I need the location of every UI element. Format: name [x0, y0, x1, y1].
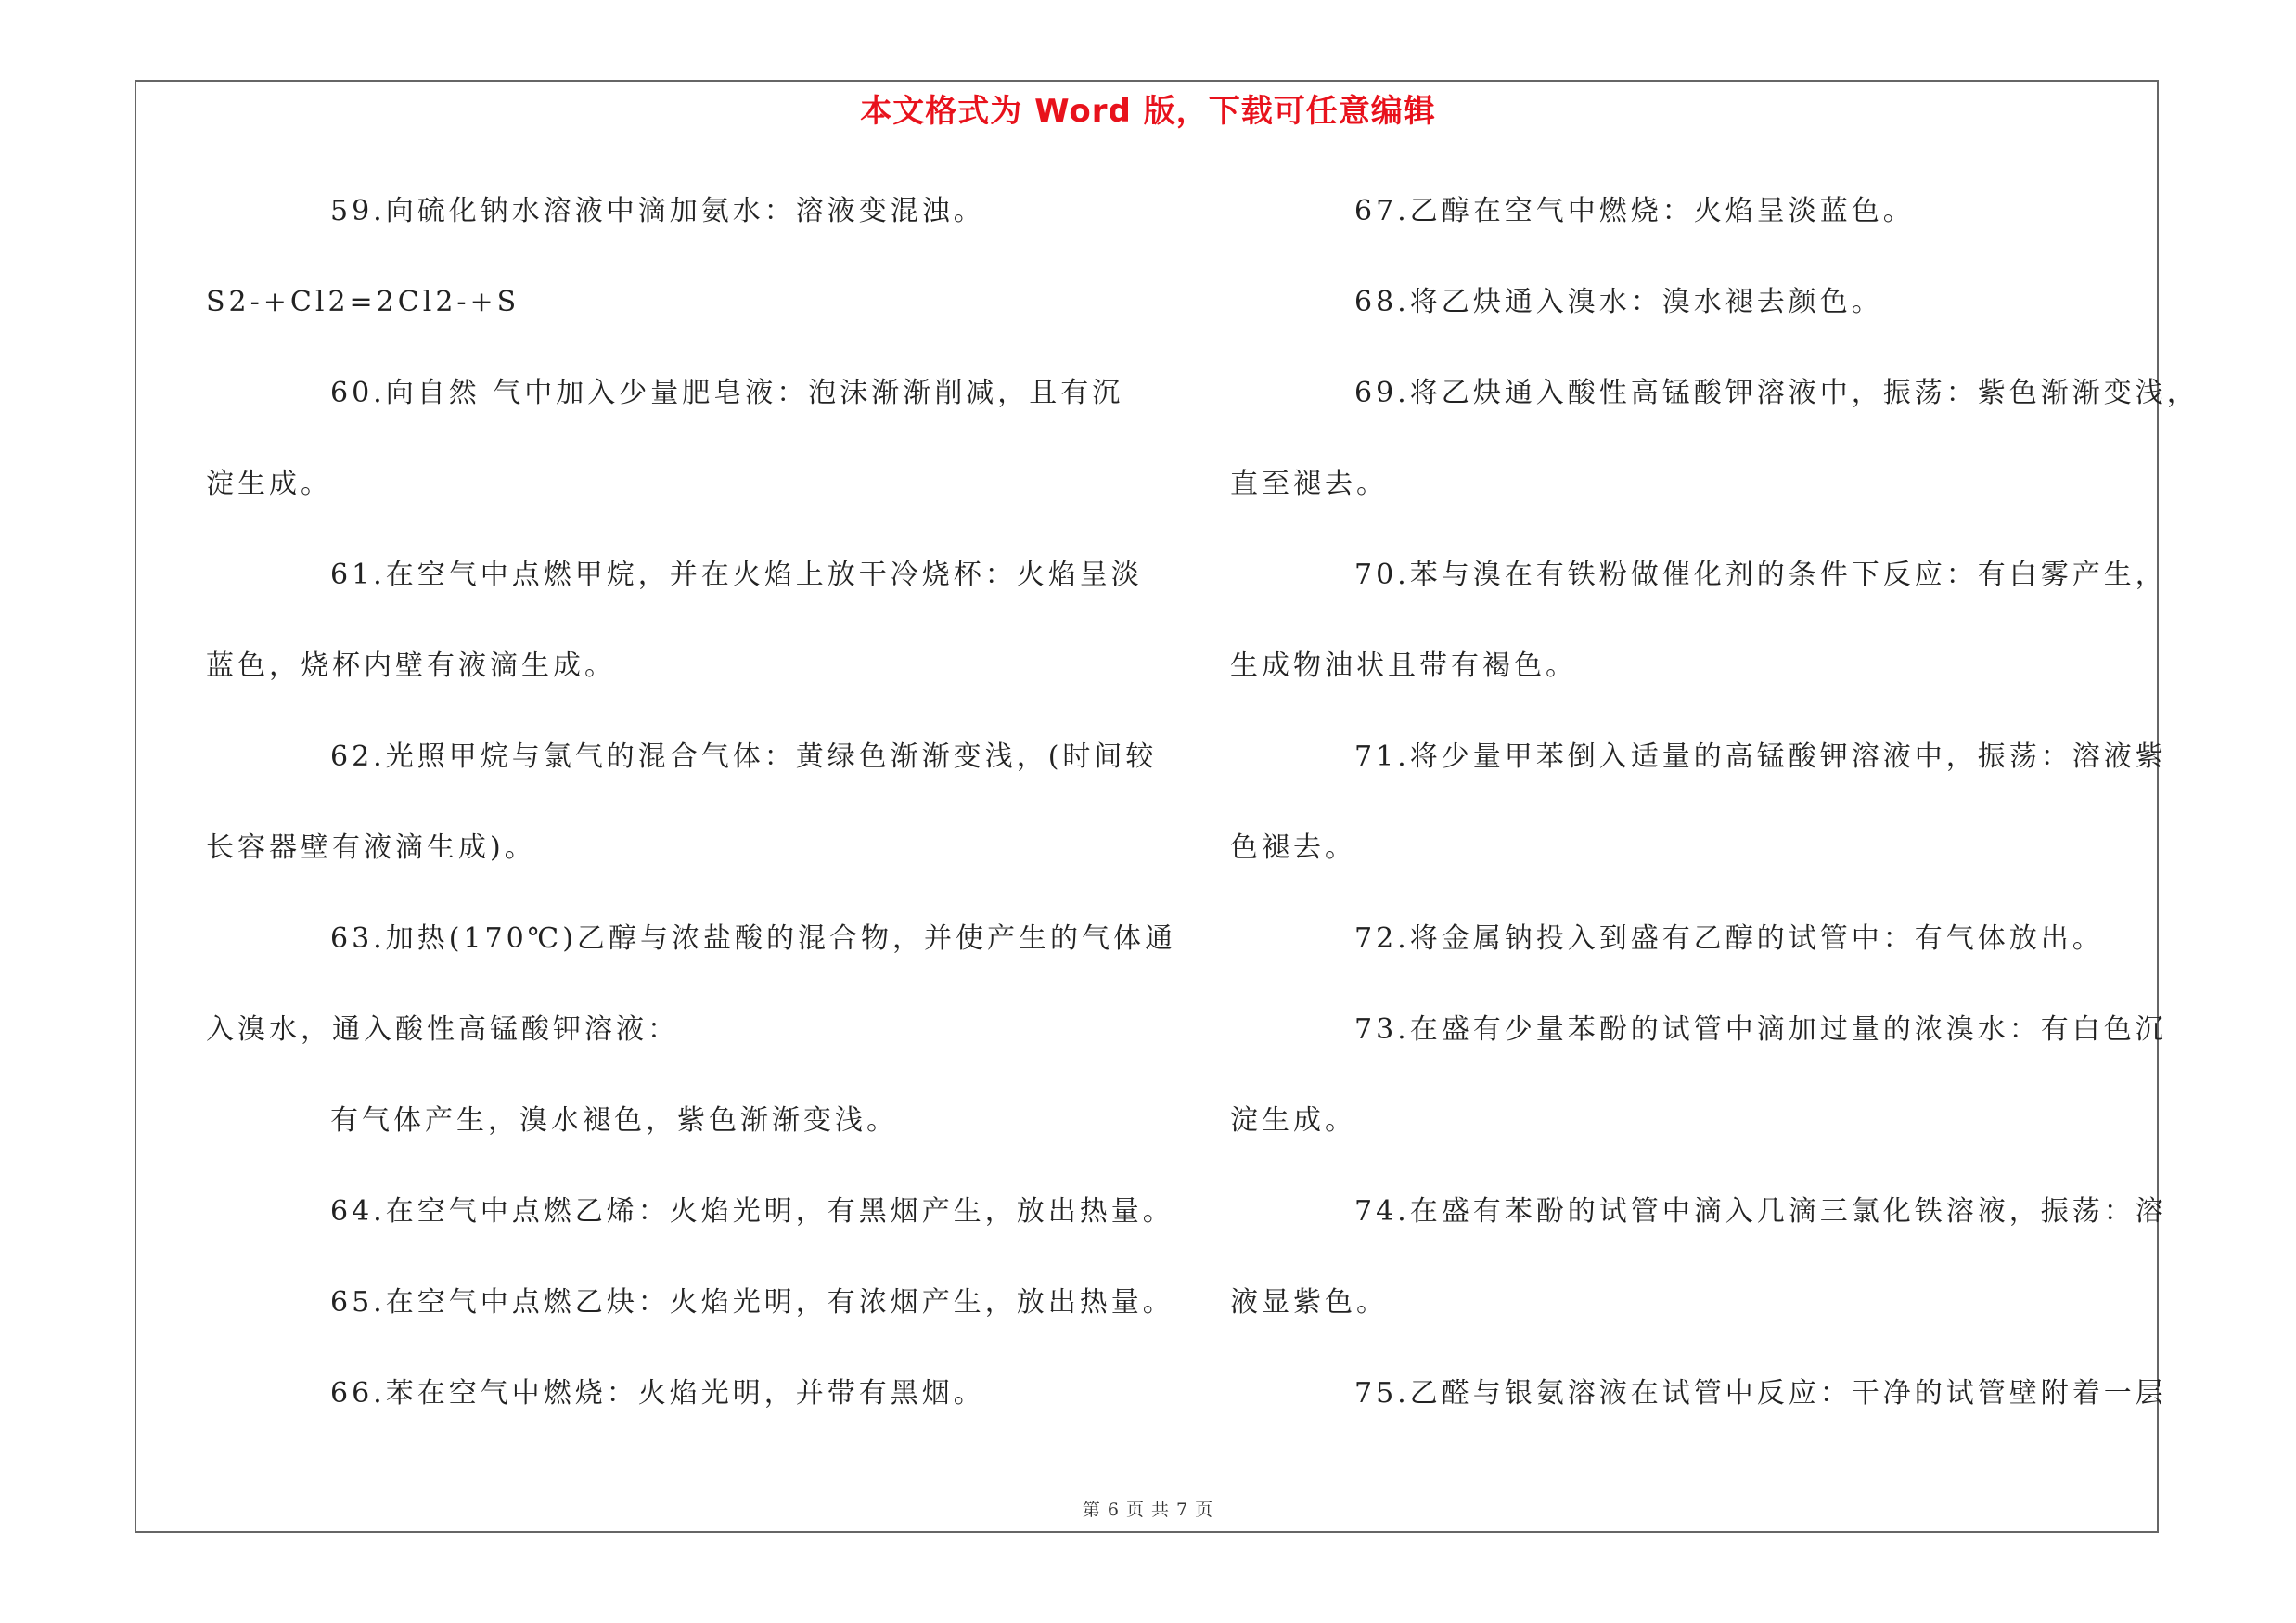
text-line: 64.在空气中点燃乙烯：火焰光明，有黑烟产生，放出热量。 [330, 1195, 1174, 1228]
text-line: 液显紫色。 [1230, 1286, 1388, 1319]
text-line: 61.在空气中点燃甲烷，并在火焰上放干冷烧杯：火焰呈淡 [330, 559, 1143, 591]
text-line: 淀生成。 [1230, 1104, 1356, 1137]
text-line: 色褪去。 [1230, 831, 1356, 864]
text-line: 66.苯在空气中燃烧：火焰光明，并带有黑烟。 [330, 1377, 985, 1410]
text-line: 直至褪去。 [1230, 468, 1388, 500]
text-line: 65.在空气中点燃乙炔：火焰光明，有浓烟产生，放出热量。 [330, 1286, 1174, 1319]
text-line: 72.将金属钠投入到盛有乙醇的试管中：有气体放出。 [1354, 922, 2104, 955]
right-column [1230, 184, 2199, 1457]
text-line: 生成物油状且带有褐色。 [1230, 650, 1577, 682]
text-line: 68.将乙炔通入溴水：溴水褪去颜色。 [1354, 286, 1883, 318]
text-line: 69.将乙炔通入酸性高锰酸钾溶液中，振荡：紫色渐渐变浅， [1354, 377, 2199, 409]
text-line: 淀生成。 [206, 468, 332, 500]
text-line: S2-+Cl2=2Cl2-+S [206, 286, 520, 318]
page-footer: 第 6 页 共 7 页 [1082, 1500, 1214, 1520]
text-line: 63.加热(170℃)乙醇与浓盐酸的混合物，并使产生的气体通 [330, 922, 1176, 955]
text-line: 74.在盛有苯酚的试管中滴入几滴三氯化铁溶液，振荡：溶 [1354, 1195, 2167, 1228]
text-line: 70.苯与溴在有铁粉做催化剂的条件下反应：有白雾产生， [1354, 559, 2167, 591]
text-line: 67.乙醇在空气中燃烧：火焰呈淡蓝色。 [1354, 195, 1915, 227]
text-line: 60.向自然 气中加入少量肥皂液：泡沫渐渐削减，且有沉 [330, 377, 1124, 409]
text-line: 入溴水，通入酸性高锰酸钾溶液： [206, 1013, 679, 1046]
left-column [206, 184, 1176, 1457]
text-line: 71.将少量甲苯倒入适量的高锰酸钾溶液中，振荡：溶液紫 [1354, 741, 2167, 773]
text-line: 蓝色，烧杯内壁有液滴生成。 [206, 650, 616, 682]
text-line: 73.在盛有少量苯酚的试管中滴加过量的浓溴水：有白色沉 [1354, 1013, 2167, 1046]
document-header: 本文格式为 Word 版，下载可任意编辑 [860, 93, 1436, 130]
text-line: 有气体产生，溴水褪色，紫色渐渐变浅。 [330, 1104, 898, 1137]
text-line: 59.向硫化钠水溶液中滴加氨水：溶液变混浊。 [330, 195, 985, 227]
text-line: 长容器壁有液滴生成)。 [206, 831, 536, 864]
text-line: 62.光照甲烷与氯气的混合气体：黄绿色渐渐变浅，(时间较 [330, 741, 1158, 773]
text-line: 75.乙醛与银氨溶液在试管中反应：干净的试管壁附着一层 [1354, 1377, 2167, 1410]
